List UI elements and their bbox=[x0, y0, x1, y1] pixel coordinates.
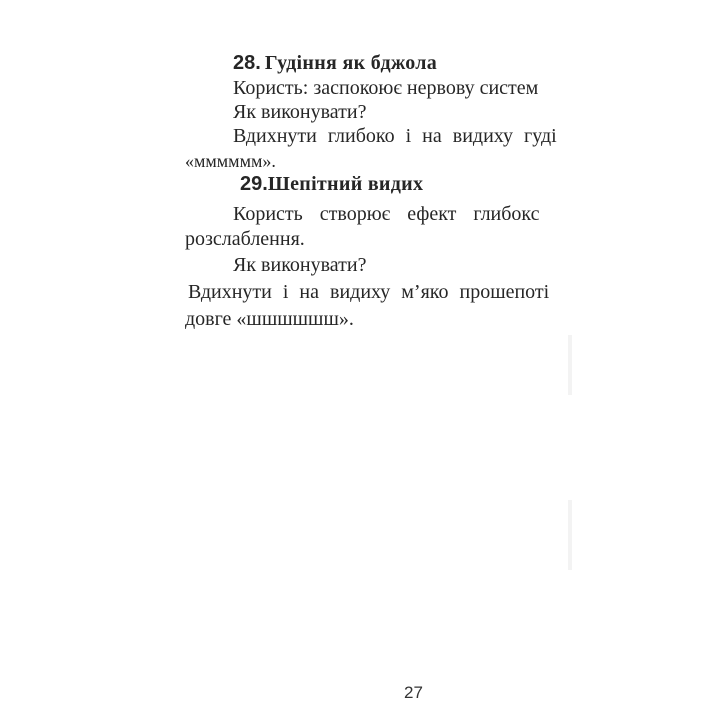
section-title: Гудіння як бджола bbox=[264, 52, 438, 74]
how-to-label: Як виконувати? bbox=[233, 254, 367, 276]
section-29-heading bbox=[240, 172, 423, 196]
section-number: 28. bbox=[233, 52, 261, 74]
instruction-text: Вдихнути глибоко і на видиху гуді bbox=[233, 125, 557, 147]
bleed-through-mark bbox=[568, 335, 572, 395]
section-title: Шепітний видих bbox=[267, 173, 424, 195]
instruction-text-cont: «мммммм». bbox=[185, 151, 276, 171]
benefit-text-cont: розслаблення. bbox=[185, 228, 305, 250]
section-number: 29. bbox=[240, 173, 268, 195]
benefit-text: Користь: заспокоює нервову систем bbox=[233, 77, 539, 99]
page-number: 27 bbox=[404, 683, 423, 702]
bleed-through-mark bbox=[568, 500, 572, 570]
benefit-text: Користь створює ефект глибокс bbox=[233, 203, 540, 225]
instruction-text: Вдихнути і на видиху м’яко прошепоті bbox=[188, 281, 550, 303]
section-28-heading bbox=[233, 51, 437, 75]
how-to-label: Як виконувати? bbox=[233, 101, 367, 123]
instruction-text-cont: довге «шшшшшш». bbox=[185, 308, 354, 330]
page-text bbox=[0, 0, 572, 360]
